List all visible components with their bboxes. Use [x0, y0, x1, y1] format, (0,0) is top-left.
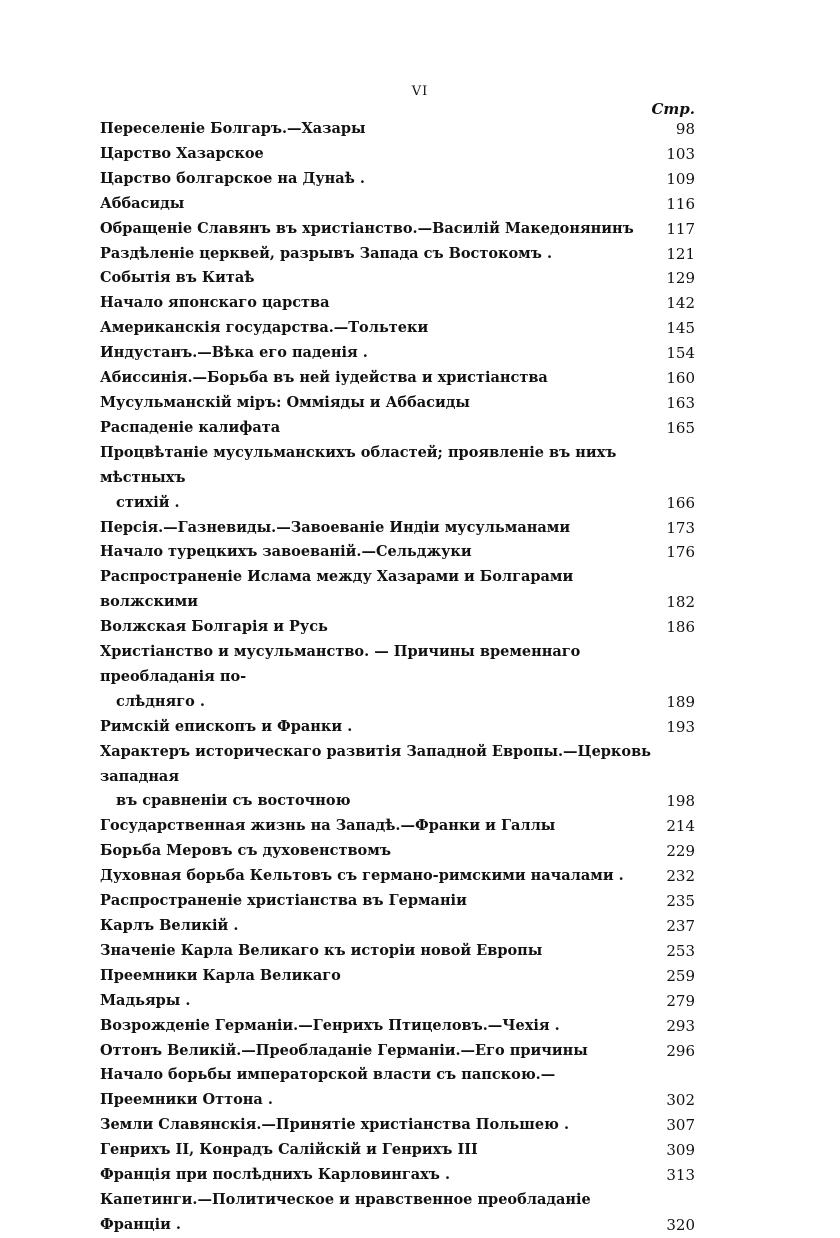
toc-entry-title — [100, 839, 695, 864]
toc-entry-page-number: 259 — [666, 966, 695, 985]
toc-entry — [100, 441, 695, 516]
toc-entry — [100, 1039, 695, 1064]
toc-entry-title — [100, 1063, 695, 1113]
toc-entry — [100, 814, 695, 839]
toc-entry — [100, 1014, 695, 1039]
toc-entry-title-line: Возрожденіе Германіи.—Генрихъ Птицеловъ.—Чехія . — [100, 1016, 560, 1034]
toc-entry-page-number: 198 — [666, 792, 695, 811]
toc-entry — [100, 516, 695, 541]
toc-entry-title-line: Раздѣленіе церквей, разрывъ Запада съ Востокомъ . — [100, 244, 552, 262]
page-column-header: Стр. — [651, 100, 695, 118]
toc-entry — [100, 416, 695, 441]
toc-entry-page-number: 166 — [666, 493, 695, 512]
toc-entry-page-number: 163 — [666, 393, 695, 412]
toc-entry-page-number: 186 — [666, 618, 695, 637]
toc-entry-page-number: 193 — [666, 717, 695, 736]
toc-entry-page-number: 173 — [666, 518, 695, 537]
toc-entry-title-line: Преемники Карла Великаго — [100, 966, 341, 984]
toc-entry — [100, 1113, 695, 1138]
toc-entry — [100, 1138, 695, 1163]
toc-entry — [100, 715, 695, 740]
toc-entry-page-number: 182 — [666, 593, 695, 612]
toc-entry — [100, 640, 695, 715]
toc-entry-title — [100, 316, 695, 341]
toc-entry-title — [100, 266, 695, 291]
toc-entry-title-line: Земли Славянскія.—Принятіе христіанства Польшею . — [100, 1116, 570, 1134]
toc-entry-page-number: 142 — [666, 294, 695, 313]
toc-entry-title — [100, 366, 695, 391]
toc-entry-page-number: 302 — [666, 1091, 695, 1110]
toc-entry-title — [100, 1039, 695, 1064]
toc-entry-title-line: Индустанъ.—Вѣка его паденія . — [100, 344, 368, 362]
toc-entry-title — [100, 167, 695, 192]
toc-entry-page-number: 165 — [666, 418, 695, 437]
toc-entry — [100, 1188, 695, 1238]
toc-entry-page-number: 189 — [666, 692, 695, 711]
toc-entry-title-line: Волжская Болгарія и Русь — [100, 618, 328, 636]
toc-entry-title-line: Процвѣтаніе мусульманскихъ областей; проявленіе въ нихъ мѣстныхъ — [100, 443, 617, 486]
toc-entry — [100, 1163, 695, 1188]
toc-entry-title — [100, 1138, 695, 1163]
toc-entry-title — [100, 441, 695, 516]
toc-entry-title-line: Персія.—Газневиды.—Завоеваніе Индіи мусульманами — [100, 518, 571, 536]
toc-entry-page-number: 121 — [666, 244, 695, 263]
toc-entry-page-number: 116 — [666, 194, 695, 213]
toc-entry-title-line: Событія въ Китаѣ — [100, 269, 255, 287]
toc-entry-title — [100, 142, 695, 167]
toc-entry-title — [100, 989, 695, 1014]
toc-entry-page-number: 296 — [666, 1041, 695, 1060]
toc-entry-title-line: Государственная жизнь на Западѣ.—Франки и Галлы — [100, 817, 556, 835]
toc-entry — [100, 142, 695, 167]
toc-entry — [100, 167, 695, 192]
toc-entry-page-number: 253 — [666, 941, 695, 960]
page-folio: VI — [411, 84, 429, 99]
toc-entry-title-line: Духовная борьба Кельтовъ съ германо-римскими началами . — [100, 867, 624, 885]
toc-entry-title-line: Обращеніе Славянъ въ христіанство.—Василій Македонянинъ — [100, 219, 634, 237]
toc-entry-title-continuation: слѣдняго . — [116, 692, 205, 710]
toc-entry-title — [100, 391, 695, 416]
toc-entry-title-line: Начало японскаго царства — [100, 294, 330, 312]
toc-entry-page-number: 313 — [666, 1166, 695, 1185]
toc-entry — [100, 989, 695, 1014]
toc-entry-title — [100, 964, 695, 989]
toc-entry-title-line: Распространеніе христіанства въ Германіи — [100, 892, 467, 910]
toc-entry-page-number: 129 — [666, 269, 695, 288]
toc-entry-page-number: 176 — [666, 543, 695, 562]
toc-entry-title — [100, 1163, 695, 1188]
toc-entry-title — [100, 565, 695, 615]
toc-entry — [100, 740, 695, 815]
toc-entry-title-line: Царство Хазарское — [100, 144, 264, 162]
toc-entry — [100, 889, 695, 914]
toc-entry-title — [100, 889, 695, 914]
toc-entry-page-number: 307 — [666, 1116, 695, 1135]
toc-entry — [100, 565, 695, 615]
toc-entry-title — [100, 640, 695, 715]
toc-entry-title-line: Мусульманскій міръ: Оммiяды и Аббасиды — [100, 393, 470, 411]
toc-entry — [100, 341, 695, 366]
toc-entry-title — [100, 814, 695, 839]
toc-entry-page-number: 229 — [666, 842, 695, 861]
toc-entry-title-continuation: стихій . — [116, 493, 180, 511]
toc-entry-title-line: Начало борьбы императорской власти съ папскою.—Преемники Оттона . — [100, 1066, 556, 1109]
toc-entry-title-line: Оттонъ Великій.—Преобладаніе Германіи.—Его причины — [100, 1041, 588, 1059]
toc-entry-title-line: Христіанство и мусульманство. — Причины временнаго преобладанія по- — [100, 643, 581, 685]
toc-entry-title-line: Распространеніе Ислама между Хазарами и Болгарами волжскими — [100, 568, 574, 611]
toc-entry-title — [100, 864, 695, 889]
toc-entry-page-number: 232 — [666, 867, 695, 886]
toc-entry-page-number: 235 — [666, 892, 695, 911]
toc-entry-title-line: Американскія государства.—Тольтеки — [100, 319, 429, 337]
toc-entry-title — [100, 341, 695, 366]
toc-entry-title — [100, 416, 695, 441]
toc-entry-page-number: 279 — [666, 991, 695, 1010]
toc-entry-page-number: 309 — [666, 1141, 695, 1160]
toc-entry-title-continuation: въ сравненіи съ восточною — [116, 792, 351, 810]
toc-entry-title — [100, 715, 695, 740]
toc-entry — [100, 1063, 695, 1113]
toc-entry-title-line: Абиссинія.—Борьба въ ней іудейства и христіанства — [100, 369, 548, 387]
toc-entry-title-line: Генрихъ II, Конрадъ Салійскій и Генрихъ III — [100, 1141, 478, 1159]
toc-entry-title-line: Капетинги.—Политическое и нравственное преобладаніе Франціи . — [100, 1190, 591, 1233]
toc-entry-title — [100, 914, 695, 939]
toc-entry — [100, 964, 695, 989]
toc-entry — [100, 391, 695, 416]
toc-entry — [100, 217, 695, 242]
toc-entry-title — [100, 1014, 695, 1039]
toc-entry — [100, 914, 695, 939]
toc-entry-page-number: 293 — [666, 1016, 695, 1035]
toc-entry-title-line: Борьба Меровъ съ духовенствомъ — [100, 842, 391, 860]
toc-entry-title — [100, 540, 695, 565]
toc-entry-title-line: Распаденіе калифата — [100, 418, 281, 436]
toc-entry — [100, 266, 695, 291]
toc-entry-title-line: Мадьяры . — [100, 991, 191, 1009]
toc-entry-page-number: 145 — [666, 319, 695, 338]
toc-entry-title-line: Характеръ историческаго развитія Западной Европы.—Церковь западная — [100, 742, 651, 785]
toc-entry-title — [100, 516, 695, 541]
toc-entry-title-line: Начало турецкихъ завоеваній.—Сельджуки — [100, 543, 472, 561]
toc-entry — [100, 939, 695, 964]
toc-entry-page-number: 117 — [666, 219, 695, 238]
toc-entry-page-number: 154 — [666, 344, 695, 363]
toc-entry-title — [100, 615, 695, 640]
toc-entry-title-line: Значеніе Карла Великаго къ исторіи новой Европы — [100, 941, 543, 959]
toc-entry-title — [100, 217, 695, 242]
toc-entry — [100, 117, 695, 142]
toc-entry-title-line: Аббасиды — [100, 194, 185, 212]
toc-entry-page-number: 214 — [666, 817, 695, 836]
toc-entry-title — [100, 740, 695, 815]
toc-entry-title-line: Карлъ Великій . — [100, 917, 239, 934]
toc-entry-page-number: 320 — [666, 1215, 695, 1234]
toc-entry-page-number: 103 — [666, 144, 695, 163]
toc-entry — [100, 291, 695, 316]
toc-entry-title — [100, 1188, 695, 1238]
toc-entry-title-line: Римскій епископъ и Франки . — [100, 717, 353, 735]
toc-entry-title — [100, 117, 695, 142]
toc-entry-title-line: Франція при послѣднихъ Карловингахъ . — [100, 1166, 451, 1184]
toc-entry — [100, 615, 695, 640]
toc-entry-title — [100, 1113, 695, 1138]
toc-entry-title-line: Переселеніе Болгаръ.—Хазары — [100, 120, 366, 137]
toc-entry-title — [100, 939, 695, 964]
toc-entry-page-number: 237 — [666, 917, 695, 935]
toc-entry-page-number: 160 — [666, 369, 695, 388]
toc-entry-title — [100, 291, 695, 316]
toc-entry — [100, 316, 695, 341]
toc-entry — [100, 864, 695, 889]
toc-entry — [100, 540, 695, 565]
toc-entry — [100, 366, 695, 391]
toc-entry-title — [100, 192, 695, 217]
toc-entry — [100, 192, 695, 217]
toc-entry-page-number: 98 — [675, 120, 695, 138]
toc-entry — [100, 839, 695, 864]
toc-entry-title — [100, 242, 695, 267]
toc-entry-title-line: Царство болгарское на Дунаѣ . — [100, 169, 365, 187]
toc-entry-page-number: 109 — [666, 169, 695, 188]
toc-entry — [100, 242, 695, 267]
table-of-contents — [100, 117, 695, 1238]
